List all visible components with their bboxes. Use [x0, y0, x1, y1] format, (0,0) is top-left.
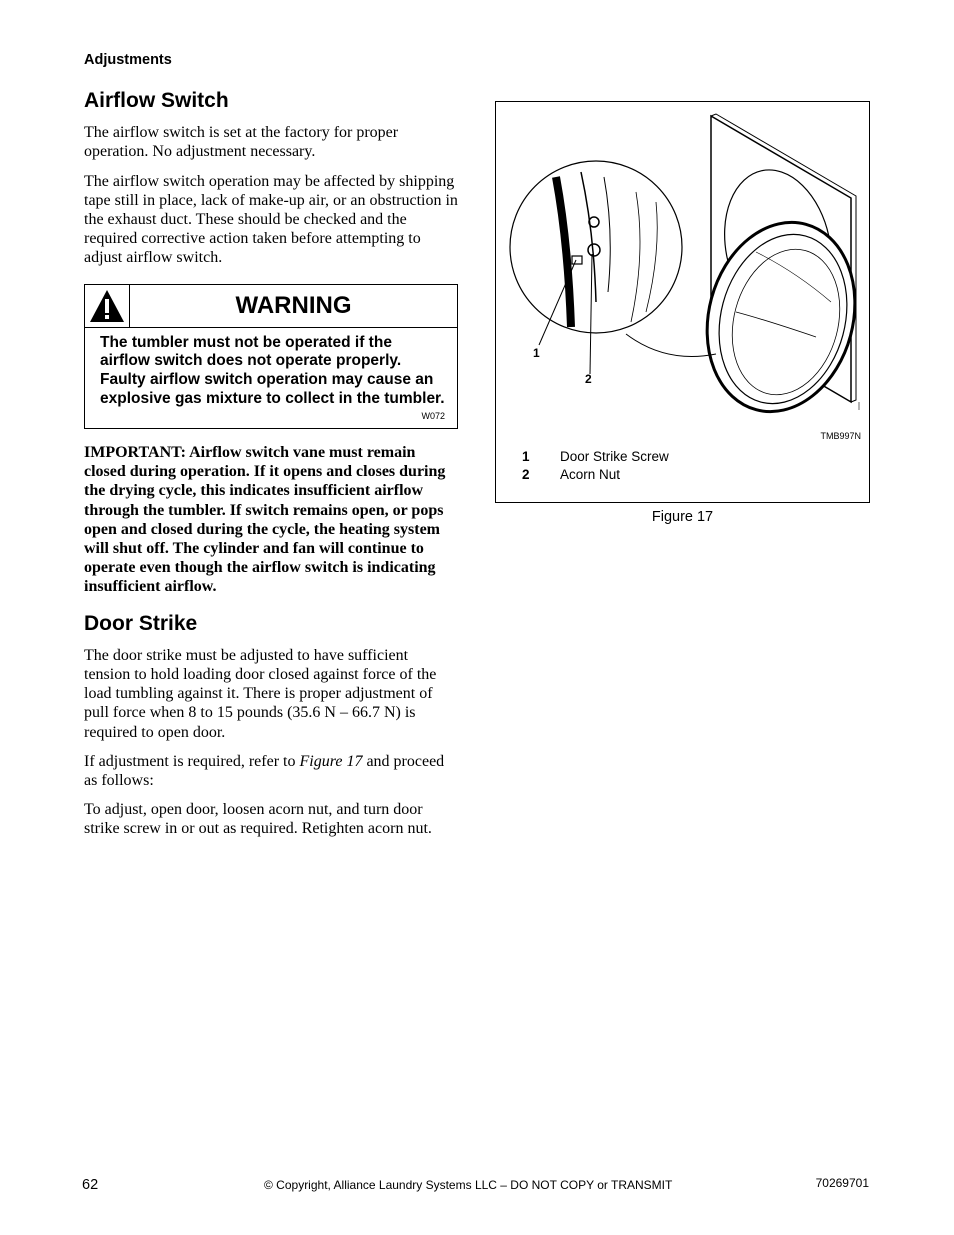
warning-code: W072 — [421, 411, 445, 422]
warning-header — [85, 285, 457, 328]
door-strike-heading: Door Strike — [84, 611, 198, 635]
warning-body — [85, 328, 457, 429]
callout-1: 1 — [533, 346, 540, 360]
warning-triangle-icon — [89, 289, 125, 323]
legend-number: 1 — [522, 448, 530, 464]
airflow-paragraph-1: The airflow switch is set at the factory for proper operation. No adjustment necessary. — [84, 124, 399, 161]
door-strike-paragraph-2 — [84, 752, 458, 790]
door-strike-illustration — [496, 102, 869, 432]
airflow-switch-heading: Airflow Switch — [84, 89, 229, 112]
figure-code: TMB997N — [820, 431, 861, 441]
door-strike-paragraph-1: The door strike must be adjusted to have sufficient tension to hold loading door closed against force of the load tumbling against it. There is proper adjustment of pull force when 8 to 15 pounds (35.6 N – 66.7 N) is required to open door. — [84, 646, 437, 741]
figure-reference-link: Figure 17 — [299, 752, 363, 770]
warning-title: WARNING — [235, 291, 352, 319]
document-number: 70269701 — [815, 1176, 869, 1190]
legend-item — [522, 465, 669, 483]
paragraph-text-after: and proceed as follows: — [84, 752, 445, 789]
airflow-paragraph-2: The airflow switch operation may be affected by shipping tape still in place, lack of make-up air, or an obstruction in the exhaust duct. These should be checked and the required corrective action taken before attempting to adjust airflow switch. — [84, 172, 458, 267]
figure-legend — [522, 447, 669, 483]
section-label: Adjustments — [84, 52, 172, 68]
legend-item — [522, 447, 669, 465]
door-strike-paragraph-3: To adjust, open door, loosen acorn nut, and turn door strike screw in or out as required. Retighten acorn nut. — [84, 801, 432, 838]
warning-text: The tumbler must not be operated if the airflow switch does not operate properly. Faulty airflow switch operation may cause an explosive gas mixture to collect in the tumbler. — [100, 333, 445, 408]
important-note: IMPORTANT: Airflow switch vane must remain closed during operation. If it opens and closes during the drying cycle, this indicates insufficient airflow through the tumbler. If switch remains open, or pops open and closed during the cycle, the heating system will shut off. The cylinder and fan will continue to operate even though the airflow switch is indicating insufficient airflow. — [84, 444, 446, 596]
warning-box — [84, 284, 458, 430]
paragraph-text-before: If adjustment is required, refer to — [84, 752, 300, 770]
page-number: 62 — [82, 1177, 99, 1193]
callout-2: 2 — [585, 372, 592, 386]
warning-icon-cell — [85, 285, 130, 327]
figure-caption: Figure 17 — [651, 509, 714, 525]
legend-label: Door Strike Screw — [560, 448, 669, 464]
left-column — [84, 88, 458, 848]
legend-number: 2 — [522, 466, 530, 482]
legend-label: Acorn Nut — [560, 466, 621, 482]
copyright-notice: © Copyright, Alliance Laundry Systems LLC – DO NOT COPY or TRANSMIT — [264, 1178, 673, 1192]
figure-17-box — [495, 101, 870, 503]
